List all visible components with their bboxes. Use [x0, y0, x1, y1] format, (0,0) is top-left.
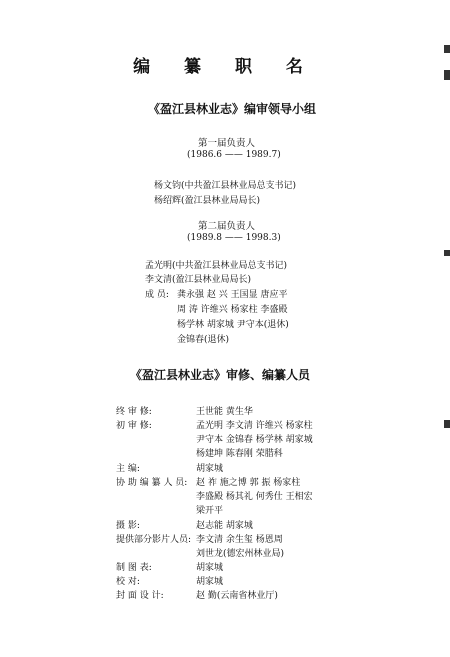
- role-names: 孟光明 李文清 许维兴 杨家柱: [196, 421, 313, 431]
- role-label: 摄 影:: [116, 521, 140, 531]
- role-label: 提供部分影片人员:: [116, 535, 192, 545]
- role-names: 赵志能 胡家城: [196, 521, 253, 531]
- term2-dates: (1989.8 —— 1998.3): [187, 233, 281, 243]
- term1-label: 第一届负责人: [198, 138, 256, 149]
- page-title: 编 纂 职 名: [133, 57, 317, 77]
- role-names: 王世能 黄生华: [196, 407, 253, 417]
- role-names: 胡家城: [196, 464, 224, 474]
- role-names: 胡家城: [196, 563, 224, 573]
- role-names: 赵 祚 施之博 郭 振 杨家柱: [196, 478, 301, 488]
- members-line: 金锦春(退休): [177, 335, 230, 345]
- members-label: 成 员:: [145, 290, 169, 300]
- role-label: 协 助 编 纂 人 员:: [116, 478, 188, 488]
- role-label: 初 审 修:: [116, 421, 152, 431]
- members-line: 周 涛 许维兴 杨家柱 李盛殿: [177, 305, 288, 315]
- section-heading-leadership: 《盈江县林业志》编审领导小组: [148, 102, 317, 116]
- role-names: 梁开平: [196, 506, 224, 516]
- role-names: 胡家城: [196, 577, 224, 587]
- role-names: 尹守本 金锦春 杨学林 胡家城: [196, 435, 313, 445]
- scan-edge-mark: [444, 420, 450, 428]
- section-heading-editors: 《盈江县林业志》审修、编纂人员: [130, 368, 311, 382]
- term2-label: 第二届负责人: [198, 221, 256, 232]
- term2-person: 李文清(盈江县林业局局长): [145, 275, 252, 285]
- members-line: 杨学林 胡家城 尹守本(退休): [177, 320, 289, 330]
- role-names: 李文清 余生玺 杨恩周: [196, 535, 283, 545]
- role-names: 杨建坤 陈春刚 荣腊科: [196, 449, 283, 459]
- term1-dates: (1986.6 —— 1989.7): [187, 150, 281, 160]
- role-names: 李盛殿 杨其礼 何秀仕 王相宏: [196, 492, 313, 502]
- role-label: 校 对:: [116, 577, 140, 587]
- scan-edge-mark: [444, 250, 450, 256]
- role-names: 刘世龙(德宏州林业局): [196, 549, 285, 559]
- term1-person: 杨绍辉(盈江县林业局局长): [154, 196, 261, 206]
- term1-person: 杨文钧(中共盈江县林业局总支书记): [154, 181, 297, 191]
- role-label: 封 面 设 计:: [116, 591, 164, 601]
- term2-person: 孟光明(中共盈江县林业局总支书记): [145, 261, 288, 271]
- role-label: 制 图 表:: [116, 563, 152, 573]
- role-label: 主 编:: [116, 464, 140, 474]
- role-names: 赵 勤(云南省林业厅): [196, 591, 278, 601]
- members-line: 龚永强 赵 兴 王国显 唐应平: [177, 290, 288, 300]
- role-label: 终 审 修:: [116, 407, 152, 417]
